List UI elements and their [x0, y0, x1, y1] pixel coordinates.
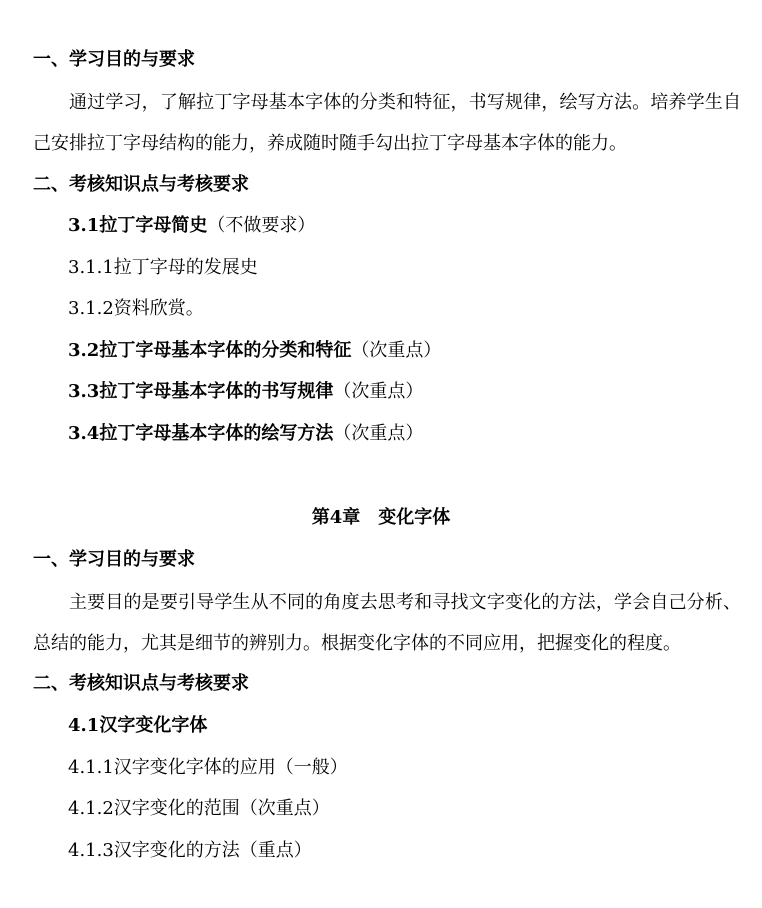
item-text: 3.1.2资料欣赏。 [68, 298, 204, 319]
item-text: 3.1.1拉丁字母的发展史 [68, 257, 258, 278]
chapter-assessment-heading: 二、考核知识点与考核要求 [33, 673, 249, 694]
chapter-objectives-heading: 一、学习目的与要求 [33, 549, 195, 570]
item-note: （次重点） [333, 381, 424, 402]
list-item [68, 339, 441, 363]
list-item [68, 756, 348, 780]
section1-assessment-heading: 二、考核知识点与考核要求 [33, 174, 249, 195]
section1-objectives-paragraph: 通过学习，了解拉丁字母基本字体的分类和特征，书写规律，绘写方法。培养学生自己安排拉丁字母结构的能力，养成随时随手勾出拉丁字母基本字体的能力。 [33, 92, 741, 154]
chapter-title: 第4章 变化字体 [311, 507, 451, 528]
item-title: 3.1拉丁字母简史 [68, 215, 208, 236]
list-item [68, 297, 204, 321]
list-item [68, 422, 423, 446]
list-item [68, 256, 258, 280]
item-text: 4.1.1汉字变化字体的应用（一般） [68, 757, 348, 778]
list-item [68, 380, 423, 404]
list-item [68, 839, 312, 863]
item-note: （次重点） [333, 423, 424, 444]
item-note: （不做要求） [207, 215, 316, 236]
list-item [68, 797, 330, 821]
item-title: 4.1汉字变化字体 [68, 715, 208, 736]
section1-objectives-heading: 一、学习目的与要求 [33, 49, 195, 70]
item-note: （次重点） [351, 340, 442, 361]
item-title: 3.2拉丁字母基本字体的分类和特征 [68, 340, 352, 361]
item-title: 3.3拉丁字母基本字体的书写规律 [68, 381, 334, 402]
list-item [68, 714, 207, 738]
item-title: 3.4拉丁字母基本字体的绘写方法 [68, 423, 334, 444]
chapter-objectives-paragraph: 主要目的是要引导学生从不同的角度去思考和寻找文字变化的方法，学会自己分析、总结的能力，尤其是细节的辨别力。根据变化字体的不同应用，把握变化的程度。 [33, 592, 741, 654]
item-text: 4.1.3汉字变化的方法（重点） [68, 840, 312, 861]
list-item [68, 214, 315, 238]
item-text: 4.1.2汉字变化的范围（次重点） [68, 798, 330, 819]
